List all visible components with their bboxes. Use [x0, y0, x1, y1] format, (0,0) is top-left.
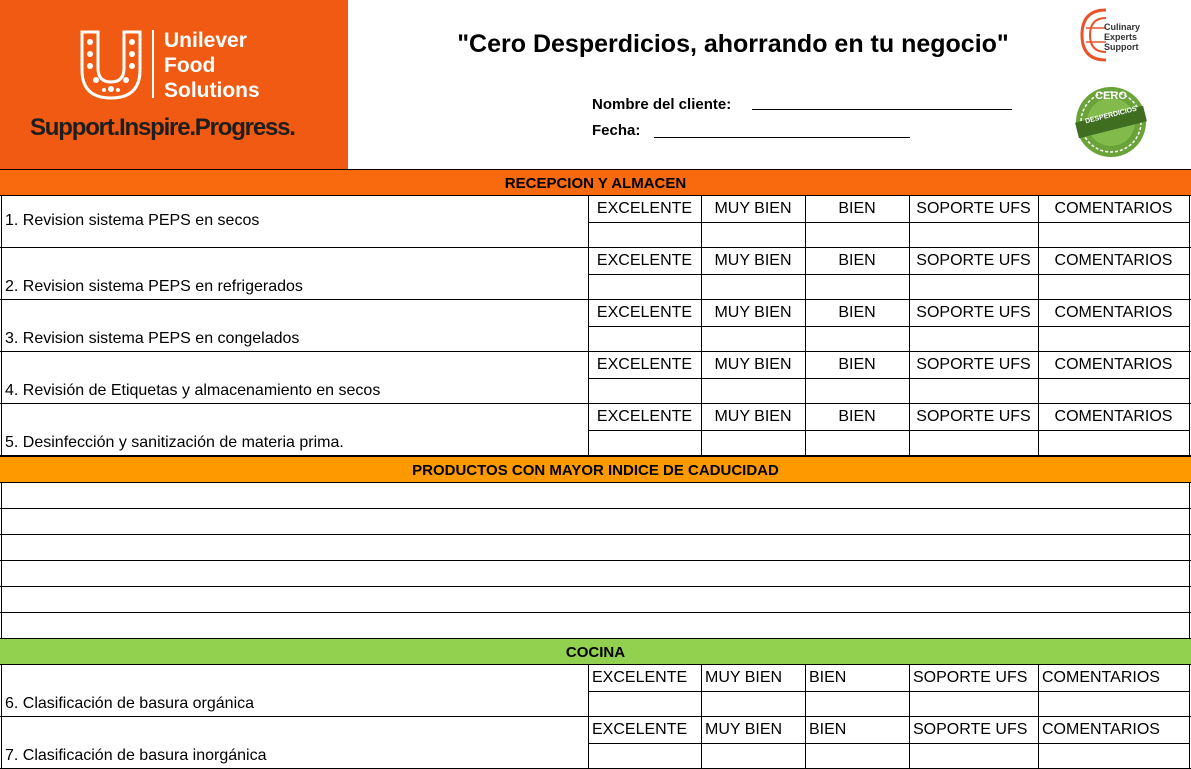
rating-option-excelente[interactable]: EXCELENTE — [596, 304, 693, 321]
client-label: Nombre del cliente: — [592, 96, 732, 113]
grid-line — [1189, 717, 1190, 768]
rating-cell[interactable] — [806, 223, 909, 247]
date-label: Fecha: — [592, 122, 641, 139]
rating-option-excelente[interactable]: EXCELENTE — [596, 356, 693, 373]
rating-cell[interactable] — [589, 692, 701, 716]
rating-option-comentarios[interactable]: COMENTARIOS — [1054, 356, 1173, 373]
brand-name-line1: Unilever — [164, 29, 247, 52]
page-title: "Cero Desperdicios, ahorrando en tu negocio" — [457, 30, 1009, 58]
rating-option-excelente[interactable]: EXCELENTE — [596, 408, 693, 425]
section-cocina: COCINA — [0, 639, 1191, 665]
checklist-item: 7. Clasificación de basura inorgánica — [5, 747, 267, 764]
rating-cell[interactable] — [910, 692, 1038, 716]
rating-cell[interactable] — [702, 223, 805, 247]
rating-option-bien[interactable]: BIEN — [838, 200, 876, 217]
grid-line — [0, 351, 1191, 352]
product-entry-row[interactable] — [2, 509, 1188, 534]
grid-line — [1189, 665, 1190, 717]
grid-line — [0, 299, 1191, 300]
client-name-field[interactable] — [752, 109, 1012, 110]
ces-line2: Experts — [1104, 32, 1138, 42]
rating-option-excelente[interactable]: EXCELENTE — [592, 669, 688, 686]
rating-cell[interactable] — [910, 431, 1038, 455]
rating-option-comentarios[interactable]: COMENTARIOS — [1042, 669, 1160, 686]
brand-tagline: Support.Inspire.Progress. — [30, 114, 295, 141]
product-entry-row[interactable] — [2, 483, 1188, 508]
rating-cell[interactable] — [589, 431, 701, 455]
brand-name-line3: Solutions — [164, 79, 260, 102]
grid-line — [0, 247, 1191, 248]
grid-line — [1189, 300, 1190, 352]
rating-cell[interactable] — [1039, 744, 1189, 768]
rating-option-bien[interactable]: BIEN — [838, 408, 876, 425]
rating-cell[interactable] — [1039, 275, 1189, 299]
rating-cell[interactable] — [910, 275, 1038, 299]
rating-option-comentarios[interactable]: COMENTARIOS — [1054, 252, 1173, 269]
rating-cell[interactable] — [910, 327, 1038, 351]
rating-option-soporte-ufs[interactable]: SOPORTE UFS — [916, 408, 1031, 425]
grid-line — [1189, 196, 1190, 248]
grid-line — [1189, 404, 1190, 456]
rating-option-muy-bien[interactable]: MUY BIEN — [714, 408, 792, 425]
checklist-item: 6. Clasificación de basura orgánica — [5, 695, 255, 712]
rating-cell[interactable] — [589, 379, 701, 403]
rating-option-soporte-ufs[interactable]: SOPORTE UFS — [913, 721, 1028, 738]
grid-line — [0, 638, 1191, 639]
section-recepcion: RECEPCION Y ALMACEN — [0, 170, 1191, 196]
grid-line — [0, 195, 1191, 196]
rating-option-muy-bien[interactable]: MUY BIEN — [714, 304, 792, 321]
rating-option-excelente[interactable]: EXCELENTE — [596, 252, 693, 269]
rating-cell[interactable] — [1039, 692, 1189, 716]
rating-cell[interactable] — [702, 744, 805, 768]
rating-option-soporte-ufs[interactable]: SOPORTE UFS — [916, 252, 1031, 269]
brand-name — [164, 28, 260, 103]
rating-option-soporte-ufs[interactable]: SOPORTE UFS — [916, 304, 1031, 321]
rating-cell[interactable] — [910, 744, 1038, 768]
rating-option-muy-bien[interactable]: MUY BIEN — [714, 252, 792, 269]
rating-cell[interactable] — [1039, 327, 1189, 351]
product-entry-row[interactable] — [2, 561, 1188, 586]
product-entry-row[interactable] — [2, 587, 1188, 612]
product-entry-row[interactable] — [2, 535, 1188, 560]
unilever-u-logo-icon — [76, 28, 146, 100]
date-field[interactable] — [654, 137, 910, 138]
ces-logo-text — [1104, 22, 1140, 52]
rating-cell[interactable] — [806, 744, 909, 768]
rating-cell[interactable] — [910, 379, 1038, 403]
checklist-item: 2. Revision sistema PEPS en refrigerados — [5, 278, 303, 295]
rating-cell[interactable] — [1039, 379, 1189, 403]
grid-line — [1189, 248, 1190, 300]
rating-option-bien[interactable]: BIEN — [838, 252, 876, 269]
rating-option-excelente[interactable]: EXCELENTE — [592, 721, 688, 738]
rating-option-muy-bien[interactable]: MUY BIEN — [714, 356, 792, 373]
rating-cell[interactable] — [806, 275, 909, 299]
grid-line — [1189, 352, 1190, 404]
rating-cell[interactable] — [702, 275, 805, 299]
rating-option-soporte-ufs[interactable]: SOPORTE UFS — [916, 356, 1031, 373]
checklist-item: 5. Desinfección y sanitización de materia prima. — [5, 434, 344, 451]
grid-line — [0, 456, 1191, 457]
rating-option-comentarios[interactable]: COMENTARIOS — [1054, 200, 1173, 217]
rating-cell[interactable] — [702, 327, 805, 351]
rating-option-comentarios[interactable]: COMENTARIOS — [1054, 408, 1173, 425]
grid-line — [0, 169, 1191, 170]
rating-cell[interactable] — [806, 327, 909, 351]
ces-line1: Culinary — [1104, 22, 1141, 32]
rating-cell[interactable] — [806, 379, 909, 403]
rating-cell[interactable] — [702, 431, 805, 455]
rating-option-excelente[interactable]: EXCELENTE — [596, 200, 693, 217]
rating-option-bien[interactable]: BIEN — [809, 669, 847, 686]
rating-cell[interactable] — [702, 692, 805, 716]
rating-option-bien[interactable]: BIEN — [838, 356, 876, 373]
rating-cell[interactable] — [589, 275, 701, 299]
rating-cell[interactable] — [806, 431, 909, 455]
checklist-item: 1. Revision sistema PEPS en secos — [5, 212, 260, 229]
rating-option-comentarios[interactable]: COMENTARIOS — [1042, 721, 1160, 738]
rating-option-bien[interactable]: BIEN — [838, 304, 876, 321]
rating-option-muy-bien[interactable]: MUY BIEN — [705, 721, 783, 738]
rating-cell[interactable] — [589, 327, 701, 351]
rating-cell[interactable] — [589, 744, 701, 768]
brand-name-line2: Food — [164, 54, 216, 77]
ces-line3: Support — [1104, 42, 1139, 52]
rating-option-bien[interactable]: BIEN — [809, 721, 847, 738]
section-productos: PRODUCTOS CON MAYOR INDICE DE CADUCIDAD — [0, 457, 1191, 483]
rating-option-comentarios[interactable]: COMENTARIOS — [1054, 304, 1173, 321]
rating-option-muy-bien[interactable]: MUY BIEN — [714, 200, 792, 217]
product-entry-row[interactable] — [2, 613, 1188, 638]
checklist-item: 4. Revisión de Etiquetas y almacenamiento en secos — [5, 382, 381, 399]
rating-cell[interactable] — [702, 379, 805, 403]
grid-line — [0, 403, 1191, 404]
rating-option-muy-bien[interactable]: MUY BIEN — [705, 669, 783, 686]
rating-cell[interactable] — [1039, 431, 1189, 455]
checklist-item: 3. Revision sistema PEPS en congelados — [5, 330, 300, 347]
rating-option-soporte-ufs[interactable]: SOPORTE UFS — [916, 200, 1031, 217]
rating-cell[interactable] — [806, 692, 909, 716]
brand-divider — [152, 30, 154, 98]
rating-option-soporte-ufs[interactable]: SOPORTE UFS — [913, 669, 1028, 686]
rating-cell[interactable] — [1039, 223, 1189, 247]
grid-line — [0, 716, 1191, 717]
grid-line — [0, 664, 1191, 665]
badge-cero: CERO — [1095, 90, 1127, 102]
rating-cell[interactable] — [910, 223, 1038, 247]
badge-desperdicios: DESPERDICIOS — [1084, 105, 1138, 126]
rating-cell[interactable] — [589, 223, 701, 247]
